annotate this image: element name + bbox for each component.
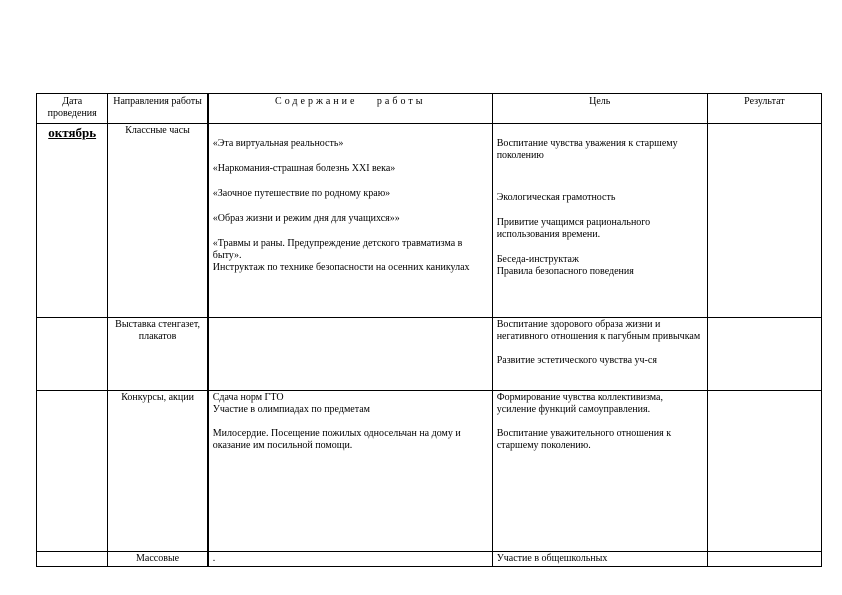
result-cell — [707, 552, 821, 567]
table-row — [37, 552, 822, 567]
goal-item: Воспитание уважительного отношения к старшему поколению. — [496, 428, 672, 451]
result-cell — [707, 391, 821, 552]
goal-cell — [492, 391, 707, 552]
header-goal: Цель — [492, 94, 707, 124]
goal-item: Воспитание здорового образа жизни и негативного отношения к пагубным привычкам — [496, 319, 701, 342]
date-cell — [37, 318, 108, 391]
goal-item: Формирование чувства коллективизма, усиление функций самоуправления. — [496, 392, 663, 415]
content-cell: . — [208, 552, 492, 567]
goal-item: Экологическая грамотность — [496, 192, 616, 203]
content-cell — [208, 391, 492, 552]
direction-cell: Массовые — [108, 552, 208, 567]
date-cell — [37, 552, 108, 567]
goal-item: Правила безопасного поведения — [496, 266, 634, 277]
result-cell — [707, 318, 821, 391]
date-cell — [37, 391, 108, 552]
goal-cell: Участие в общешкольных — [492, 552, 707, 567]
goal-item: Развитие эстетического чувства уч-ся — [496, 355, 657, 366]
header-content: Содержание работы — [208, 94, 492, 124]
goal-item: Воспитание чувства уважения к старшему поколению — [496, 138, 678, 161]
content-item: Сдача норм ГТО — [212, 392, 284, 403]
goal-cell — [492, 318, 707, 391]
content-cell — [208, 124, 492, 318]
table-row — [37, 124, 822, 318]
table-row — [37, 391, 822, 552]
content-cell — [208, 318, 492, 391]
content-item: «Заочное путешествие по родному краю» — [212, 188, 391, 199]
content-item: Участие в олимпиадах по предметам — [212, 404, 370, 415]
direction-cell: Конкурсы, акции — [108, 391, 208, 552]
header-row — [37, 94, 822, 124]
result-cell — [707, 124, 821, 318]
header-result: Результат — [707, 94, 821, 124]
goal-cell — [492, 124, 707, 318]
content-item: «Образ жизни и режим дня для учащихся»» — [212, 213, 400, 224]
month-label: октябрь — [48, 125, 97, 140]
header-direction: Направления работы — [108, 94, 208, 124]
table-row — [37, 318, 822, 391]
direction-cell: Выставка стенгазет, плакатов — [108, 318, 208, 391]
content-item: «Травмы и раны. Предупреждение детского травматизма в быту». — [212, 238, 463, 261]
date-cell — [37, 124, 108, 318]
plan-table — [36, 93, 822, 567]
content-item: «Эта виртуальная реальность» — [212, 138, 344, 149]
content-item: Инструктаж по технике безопасности на осенних каникулах — [212, 262, 470, 273]
goal-item: Привитие учащимся рационального использования времени. — [496, 217, 651, 240]
content-item: Милосердие. Посещение пожилых односельчан на дому и оказание им посильной помощи. — [212, 428, 461, 451]
direction-cell: Классные часы — [108, 124, 208, 318]
goal-item: Беседа-инструктаж — [496, 254, 579, 265]
content-item: «Наркомания-страшная болезнь XXI века» — [212, 163, 396, 174]
header-date: Дата проведения — [37, 94, 108, 124]
